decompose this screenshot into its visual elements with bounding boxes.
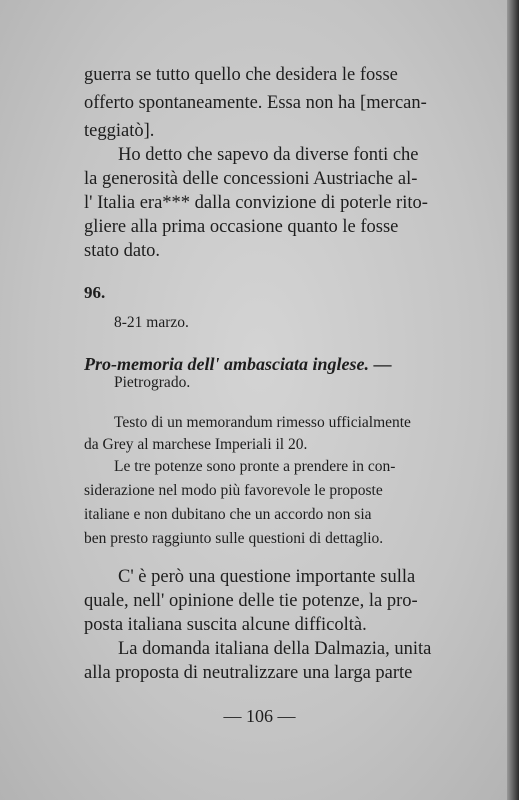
text-line: posta italiana suscita alcune difficoltà. — [84, 615, 367, 635]
page-number: — 106 — — [223, 706, 296, 726]
page-gutter-shadow — [507, 0, 519, 800]
text-line: alla proposta di neutralizzare una larga parte — [84, 663, 413, 683]
text-line: da Grey al marchese Imperiali il 20. — [84, 436, 308, 453]
text-line: C' è però una questione importante sulla — [118, 567, 416, 587]
text-line: Ho detto che sapevo da diverse fonti che — [118, 145, 419, 165]
text-line: siderazione nel modo più favorevole le proposte — [84, 482, 383, 499]
text-line: guerra se tutto quello che desidera le fosse — [84, 65, 398, 85]
section-number: 96. — [84, 283, 106, 302]
text-line: italiane e non dubitano che un accordo non sia — [84, 506, 372, 523]
text-line: teggiatò]. — [84, 121, 155, 141]
text-line: l' Italia era*** dalla convizione di poterle rito- — [84, 193, 428, 213]
text-line: La domanda italiana della Dalmazia, unita — [118, 639, 432, 659]
section-heading — [84, 354, 391, 375]
text-line: la generosità delle concessioni Austriache al- — [84, 169, 418, 189]
section-heading-dash: — — [373, 354, 392, 374]
text-line: quale, nell' opinione delle tie potenze, la pro- — [84, 591, 418, 611]
section-place: Pietrogrado. — [114, 374, 191, 391]
text-line: Le tre potenze sono pronte a prendere in con- — [114, 458, 396, 475]
section-heading-text: Pro-memoria dell' ambasciata inglese. — [84, 354, 369, 374]
text-line: offerto spontaneamente. Essa non ha [mercan- — [84, 93, 427, 113]
text-line: Testo di un memorandum rimesso ufficialmente — [114, 414, 411, 431]
section-date: 8-21 marzo. — [114, 314, 189, 331]
text-line: gliere alla prima occasione quanto le fosse — [84, 217, 399, 237]
text-line: ben presto raggiunto sulle questioni di dettaglio. — [84, 530, 384, 547]
text-line: stato dato. — [84, 241, 161, 261]
